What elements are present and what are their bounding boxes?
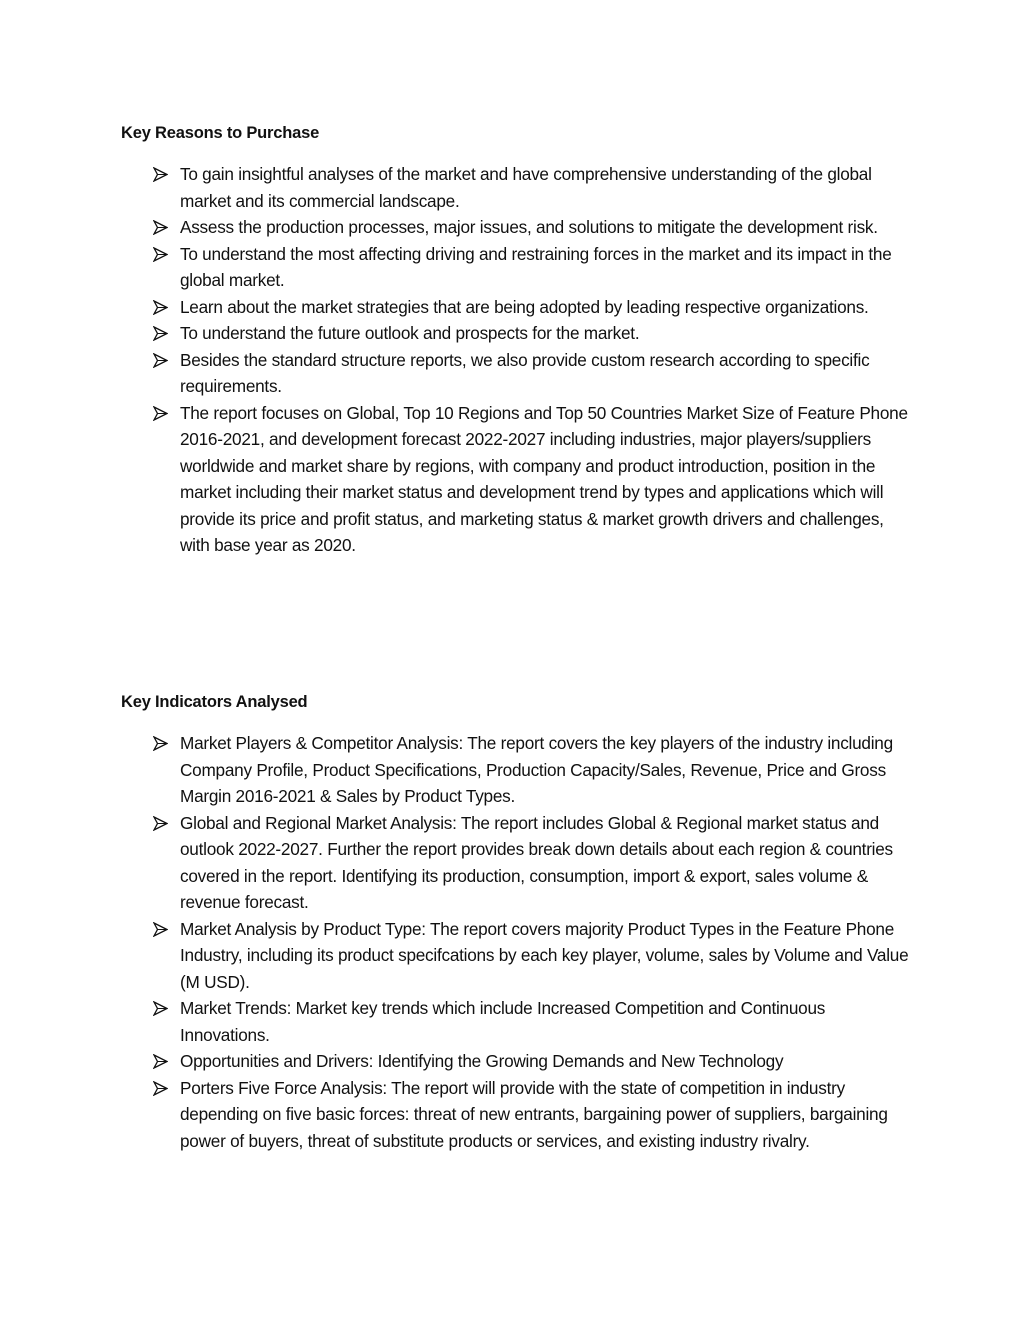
list-item-text: Global and Regional Market Analysis: The report includes Global & Regional market status and outlook 2022-2027. Further the report provides break down details about each region & countries covered in the report. Identifying its production, consumption, import & export, sales volume & revenue forecast. <box>180 812 893 912</box>
list-item-text: Market Analysis by Product Type: The report covers majority Product Types in the Feature Phone Industry, including its product specifcations by each key player, volume, sales by Volume and Value (M USD). <box>180 918 909 992</box>
list-item <box>121 916 911 996</box>
arrowhead-bullet-icon <box>153 220 168 235</box>
arrowhead-bullet-icon <box>153 167 168 182</box>
list-item <box>121 347 911 400</box>
arrowhead-bullet-icon <box>153 922 168 937</box>
section-heading: Key Indicators Analysed <box>121 693 308 711</box>
arrowhead-bullet-icon <box>153 406 168 421</box>
arrowhead-bullet-icon <box>153 353 168 368</box>
list-item-text: Besides the standard structure reports, we also provide custom research according to specific requirements. <box>180 349 870 396</box>
list-item-text: Learn about the market strategies that are being adopted by leading respective organizations. <box>180 296 869 317</box>
arrowhead-bullet-icon <box>153 736 168 751</box>
key-reasons-section <box>121 122 911 559</box>
list-item-text: Opportunities and Drivers: Identifying the Growing Demands and New Technology <box>180 1051 784 1071</box>
list-item <box>121 214 911 241</box>
list-item <box>121 1075 911 1155</box>
list-item-text: Assess the production processes, major issues, and solutions to mitigate the development risk. <box>180 217 878 237</box>
list-item-text: To understand the most affecting driving and restraining forces in the market and its impact in the global market. <box>180 243 892 290</box>
arrowhead-bullet-icon <box>153 326 168 341</box>
arrowhead-bullet-icon <box>153 300 168 315</box>
list-item <box>121 400 911 559</box>
list-item <box>121 161 911 214</box>
list-item <box>121 294 911 321</box>
arrowhead-bullet-icon <box>153 1054 168 1069</box>
arrowhead-bullet-icon <box>153 816 168 831</box>
arrowhead-bullet-icon <box>153 247 168 262</box>
list-item <box>121 810 911 916</box>
list-item-text: Market Trends: Market key trends which include Increased Competition and Continuous Innovations. <box>180 998 826 1045</box>
key-indicators-section <box>121 691 911 1154</box>
list-item-text: Market Players & Competitor Analysis: The report covers the key players of the industry including Company Profile, Product Specifications, Production Capacity/Sales, Revenue, Price and Gross Margin 2016-2021 & Sales by Product Types. <box>180 733 893 806</box>
bullet-list <box>121 161 911 559</box>
list-item <box>121 320 911 347</box>
arrowhead-bullet-icon <box>153 1081 168 1096</box>
list-item <box>121 995 911 1048</box>
list-item-text: To gain insightful analyses of the market and have comprehensive understanding of the global market and its commercial landscape. <box>180 164 872 211</box>
list-item <box>121 241 911 294</box>
list-item <box>121 730 911 810</box>
list-item <box>121 1048 911 1075</box>
bullet-list <box>121 730 911 1154</box>
arrowhead-bullet-icon <box>153 1001 168 1016</box>
list-item-text: Porters Five Force Analysis: The report will provide with the state of competition in industry depending on five basic forces: threat of new entrants, bargaining power of suppliers, bargaining power of buyers, threat of substitute products or services, and existing industry rivalry. <box>180 1077 888 1151</box>
list-item-text: To understand the future outlook and prospects for the market. <box>180 323 640 343</box>
list-item-text: The report focuses on Global, Top 10 Regions and Top 50 Countries Market Size of Feature Phone 2016-2021, and development forecast 2022-2027 including industries, major players/suppliers worldwide and market share by regions, with company and product introduction, position in the market including their market status and development trend by types and applications which will provide its price and profit status, and marketing status & market growth drivers and challenges, with base year as 2020. <box>180 402 908 555</box>
section-heading: Key Reasons to Purchase <box>121 124 320 142</box>
